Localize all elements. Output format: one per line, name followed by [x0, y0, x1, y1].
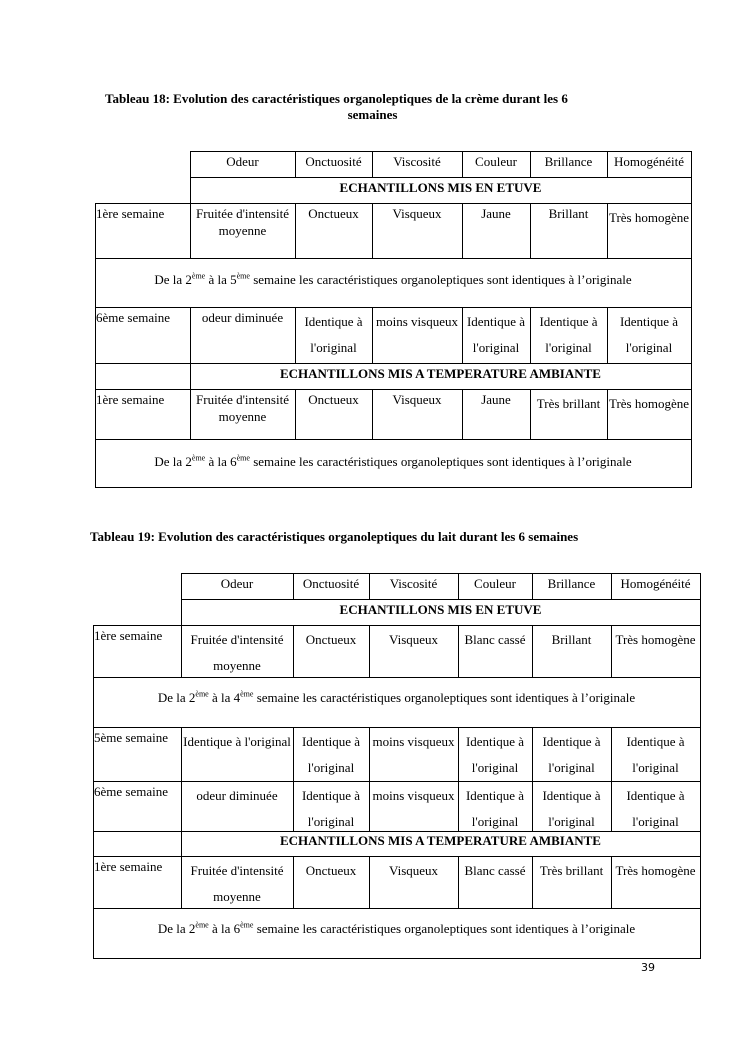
table18-etuve-row1-odeur: Fruitée d'intensité moyenne: [196, 206, 289, 238]
note-part: ème: [191, 453, 206, 463]
table19-etuve-row6-couleur: Identique à l'original: [465, 788, 525, 829]
table19-etuve-row6-viscosite: moins visqueux: [372, 788, 455, 803]
table19-etuve-row1-label: 1ère semaine: [94, 628, 163, 643]
note-part: De la 2: [154, 272, 192, 287]
table18-amb-row1-homogeneite: Très homogène: [608, 396, 690, 411]
table19-etuve-row1-onctuosite: Onctueux: [305, 632, 357, 647]
table19-amb-row1-label: 1ère semaine: [94, 859, 163, 874]
note-part: ème: [195, 920, 209, 930]
table18-header-odeur: Odeur: [226, 154, 259, 169]
table19-amb-row1-viscosite: Visqueux: [388, 863, 439, 878]
table19-etuve-row1-brillance: Brillant: [551, 632, 592, 647]
table18-header-brillance: Brillance: [544, 154, 593, 169]
table19-etuve-note: [93, 689, 700, 706]
table18-etuve-row6-onctuosite: Identique à l'original: [304, 314, 363, 355]
note-part: semaine les caractéristiques organoleptiques sont identiques à l’originale: [253, 690, 636, 705]
table18-amb-row1-brillance: Très brillant: [536, 396, 601, 411]
table19-etuve-row5-brillance: Identique à l'original: [542, 734, 601, 775]
note-part: De la 2: [157, 690, 196, 705]
table18-etuve-row1-onctuosite: Onctueux: [308, 206, 359, 221]
note-part: De la 2: [157, 921, 196, 936]
table19-header-brillance: Brillance: [547, 576, 596, 591]
note-part: à la 6: [205, 454, 237, 469]
table19-header-onctuosite: Onctuosité: [302, 576, 360, 591]
table18-etuve-row1-brillance: Brillant: [548, 206, 589, 221]
table-border: [181, 599, 701, 600]
table18-etuve-row6-homogeneite: Identique à l'original: [619, 314, 679, 355]
table19-header-odeur: Odeur: [220, 576, 254, 591]
table19-etuve-row5-odeur: Identique à l'original: [183, 734, 291, 749]
table19-amb-row1-onctuosite: Onctueux: [305, 863, 357, 878]
table18-header-homogeneite: Homogénéité: [613, 154, 685, 169]
table19-etuve-row6-odeur: odeur diminuée: [196, 788, 278, 803]
note-part: ème: [240, 920, 254, 930]
table19-amb-row1-couleur: Blanc cassé: [464, 863, 526, 878]
table19-etuve-row6-brillance: Identique à l'original: [542, 788, 601, 829]
table19-etuve-row1-couleur: Blanc cassé: [464, 632, 526, 647]
table19-amb-note: [93, 920, 700, 937]
table19-etuve-row6-label: 6ème semaine: [94, 784, 168, 799]
table18-etuve-row6-odeur: odeur diminuée: [201, 310, 284, 325]
table19-amb-row1-odeur: Fruitée d'intensité moyenne: [190, 863, 284, 904]
table-border: [93, 856, 701, 857]
table18-etuve-row1-viscosite: Visqueux: [392, 206, 442, 221]
note-part: ème: [240, 689, 254, 699]
page-number: 39: [641, 961, 655, 974]
note-part: ème: [236, 271, 250, 281]
table18-header-couleur: Couleur: [475, 154, 517, 169]
table19-etuve-row6-homogeneite: Identique à l'original: [626, 788, 685, 829]
table18-section-etuve: ECHANTILLONS MIS EN ETUVE: [339, 180, 542, 195]
table18-caption-line2: semaines: [347, 107, 398, 122]
table18-amb-row1-odeur: Fruitée d'intensité moyenne: [196, 392, 289, 424]
table18-etuve-row6-label: 6ème semaine: [96, 310, 170, 325]
table18-amb-row1-viscosite: Visqueux: [392, 392, 442, 407]
note-part: semaine les caractéristiques organoleptiques sont identiques à l’originale: [249, 454, 632, 469]
note-part: semaine les caractéristiques organoleptiques sont identiques à l’originale: [253, 921, 636, 936]
table19-etuve-row5-homogeneite: Identique à l'original: [626, 734, 685, 775]
table19-section-ambiante: ECHANTILLONS MIS A TEMPERATURE AMBIANTE: [280, 833, 601, 848]
table19-etuve-row1-homogeneite: Très homogène: [615, 632, 696, 647]
table18-etuve-row6-brillance: Identique à l'original: [539, 314, 598, 355]
table19-header-viscosite: Viscosité: [389, 576, 438, 591]
table19-header-couleur: Couleur: [474, 576, 516, 591]
table-border: [93, 781, 701, 782]
table19-amb-row1-homogeneite: Très homogène: [615, 863, 696, 878]
table-border: [93, 727, 701, 728]
table19-etuve-row1-viscosite: Visqueux: [388, 632, 439, 647]
table18-amb-row1-onctuosite: Onctueux: [308, 392, 359, 407]
table18-etuve-row1-homogeneite: Très homogène: [608, 210, 690, 225]
table19-etuve-row1-odeur: Fruitée d'intensité moyenne: [190, 632, 284, 673]
note-part: semaine les caractéristiques organoleptiques sont identiques à l’originale: [249, 272, 632, 287]
table19-etuve-row5-couleur: Identique à l'original: [465, 734, 525, 775]
table18-header-viscosite: Viscosité: [393, 154, 441, 169]
table18-caption-line1: Tableau 18: Evolution des caractéristiques organoleptiques de la crème durant les 6: [105, 91, 568, 106]
note-part: à la 6: [208, 921, 241, 936]
table18-amb-row1-couleur: Jaune: [481, 392, 511, 407]
table19-etuve-row5-viscosite: moins visqueux: [372, 734, 455, 749]
table18-etuve-row1-label: 1ère semaine: [96, 206, 165, 221]
table19-section-etuve: ECHANTILLONS MIS EN ETUVE: [339, 602, 542, 617]
note-part: à la 4: [208, 690, 241, 705]
table18-header-onctuosite: Onctuosité: [305, 154, 362, 169]
table-border: [93, 958, 701, 959]
note-part: ème: [191, 271, 206, 281]
table18-section-ambiante: ECHANTILLONS MIS A TEMPERATURE AMBIANTE: [280, 366, 601, 381]
table19-etuve-row5-label: 5ème semaine: [94, 730, 168, 745]
table18-etuve-row6-viscosite: moins visqueux: [376, 314, 458, 329]
table18-etuve-row6-couleur: Identique à l'original: [466, 314, 526, 355]
table-border: [700, 573, 701, 958]
table-border: [93, 625, 701, 626]
table19-caption: Tableau 19: Evolution des caractéristiques organoleptiques du lait durant les 6 semaines: [90, 529, 579, 544]
note-part: à la 5: [205, 272, 237, 287]
table19-header-homogeneite: Homogénéité: [620, 576, 691, 591]
table19-etuve-row6-onctuosite: Identique à l'original: [301, 788, 361, 829]
table19-amb-row1-brillance: Très brillant: [539, 863, 604, 878]
table-border: [181, 573, 701, 574]
table19-etuve-row5-onctuosite: Identique à l'original: [301, 734, 361, 775]
note-part: ème: [195, 689, 209, 699]
note-part: De la 2: [154, 454, 192, 469]
table18-etuve-row1-couleur: Jaune: [481, 206, 511, 221]
note-part: ème: [236, 453, 250, 463]
table18-amb-row1-label: 1ère semaine: [96, 392, 165, 407]
